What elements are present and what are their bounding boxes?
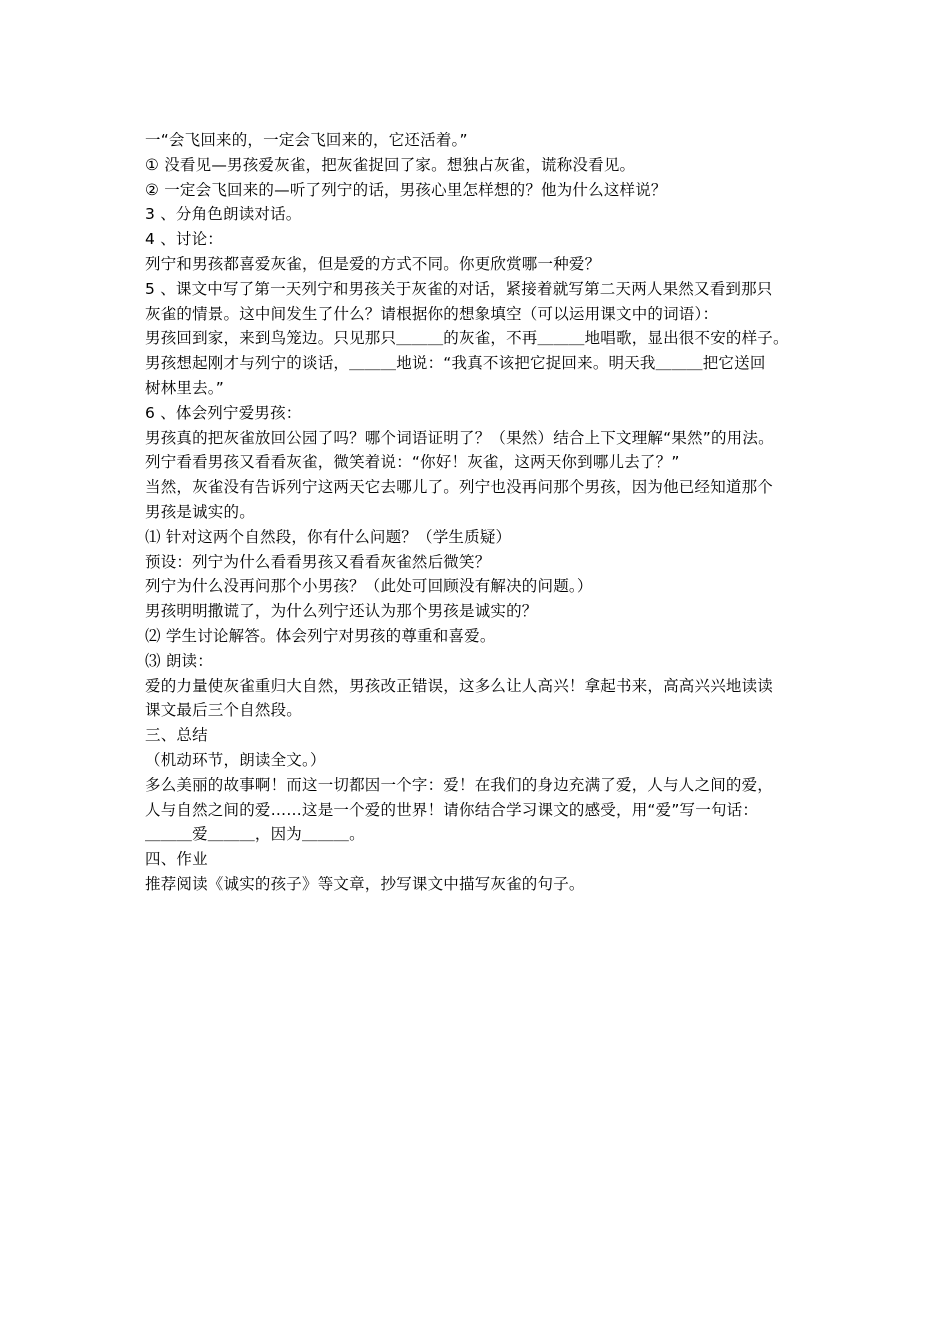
text-line: 列宁看看男孩又看看灰雀，微笑着说：“你好！灰雀，这两天你到哪儿去了？”	[145, 453, 680, 472]
text-line: 一“会飞回来的，一定会飞回来的，它还活着。”	[145, 131, 468, 149]
text-line: 男孩回到家，来到鸟笼边。只见那只＿＿＿的灰雀，不再＿＿＿地唱歌，显出很不安的样子。	[145, 329, 789, 348]
section-heading: 3 、分角色朗读对话。	[145, 205, 302, 224]
text-line: 推荐阅读《诚实的孩子》等文章，抄写课文中描写灰雀的句子。	[145, 874, 585, 893]
section-heading: 6 、体会列宁爱男孩：	[145, 403, 302, 422]
text-line: 人与自然之间的爱……这是一个爱的世界！请你结合学习课文的感受，用“爱”写一句话：	[145, 800, 759, 819]
text-line: 多么美丽的故事啊！而这一切都因一个字：爱！在我们的身边充满了爱，人与人之间的爱，	[145, 775, 774, 794]
text-line: 预设：列宁为什么看看男孩又看看灰雀然后微笑？	[145, 552, 491, 571]
section-heading: 4 、讨论：	[145, 230, 223, 249]
text-line: 爱的力量使灰雀重归大自然，男孩改正错误，这多么让人高兴！拿起书来，高高兴兴地读读	[145, 676, 774, 695]
section-heading: 四、作业	[145, 850, 208, 869]
text-line: ⑵ 学生讨论解答。体会列宁对男孩的尊重和喜爱。	[145, 626, 496, 645]
text-line: 列宁为什么没再问那个小男孩？（此处可回顾没有解决的问题。）	[145, 577, 593, 596]
text-line: 男孩真的把灰雀放回公园了吗？哪个词语证明了？（果然）结合上下文理解“果然”的用法。	[145, 428, 774, 447]
text-line: ① 没看见—男孩爱灰雀，把灰雀捉回了家。想独占灰雀，谎称没看见。	[145, 155, 636, 174]
text-line: 男孩想起刚才与列宁的谈话，＿＿＿地说：“我真不该把它捉回来。明天我＿＿＿把它送回	[145, 354, 766, 373]
text-line: ② 一定会飞回来的—听了列宁的话，男孩心里怎样想的？他为什么这样说？	[145, 180, 667, 199]
document-body	[145, 128, 825, 897]
text-line: （机动环节，朗读全文。）	[145, 750, 326, 769]
text-line: ＿＿＿爱＿＿＿，因为＿＿＿。	[145, 825, 365, 844]
text-line: 列宁和男孩都喜爱灰雀，但是爱的方式不同。你更欣赏哪一种爱？	[145, 254, 601, 273]
text-line: 当然，灰雀没有告诉列宁这两天它去哪儿了。列宁也没再问那个男孩，因为他已经知道那个	[145, 478, 774, 497]
text-line: ⑴ 针对这两个自然段，你有什么问题？（学生质疑）	[145, 527, 512, 546]
section-heading: 三、总结	[145, 726, 208, 745]
text-line: 男孩明明撒谎了，为什么列宁还认为那个男孩是诚实的？	[145, 602, 538, 621]
text-line: 男孩是诚实的。	[145, 502, 255, 521]
text-line: 灰雀的情景。这中间发生了什么？请根据你的想象填空（可以运用课文中的词语）：	[145, 304, 719, 323]
text-line: 课文最后三个自然段。	[145, 701, 303, 720]
section-heading: 5 、课文中写了第一天列宁和男孩关于灰雀的对话，紧接着就写第二天两人果然又看到那只	[145, 279, 773, 298]
text-line: ⑶ 朗读：	[145, 651, 213, 670]
text-line: 树林里去。”	[145, 378, 224, 397]
